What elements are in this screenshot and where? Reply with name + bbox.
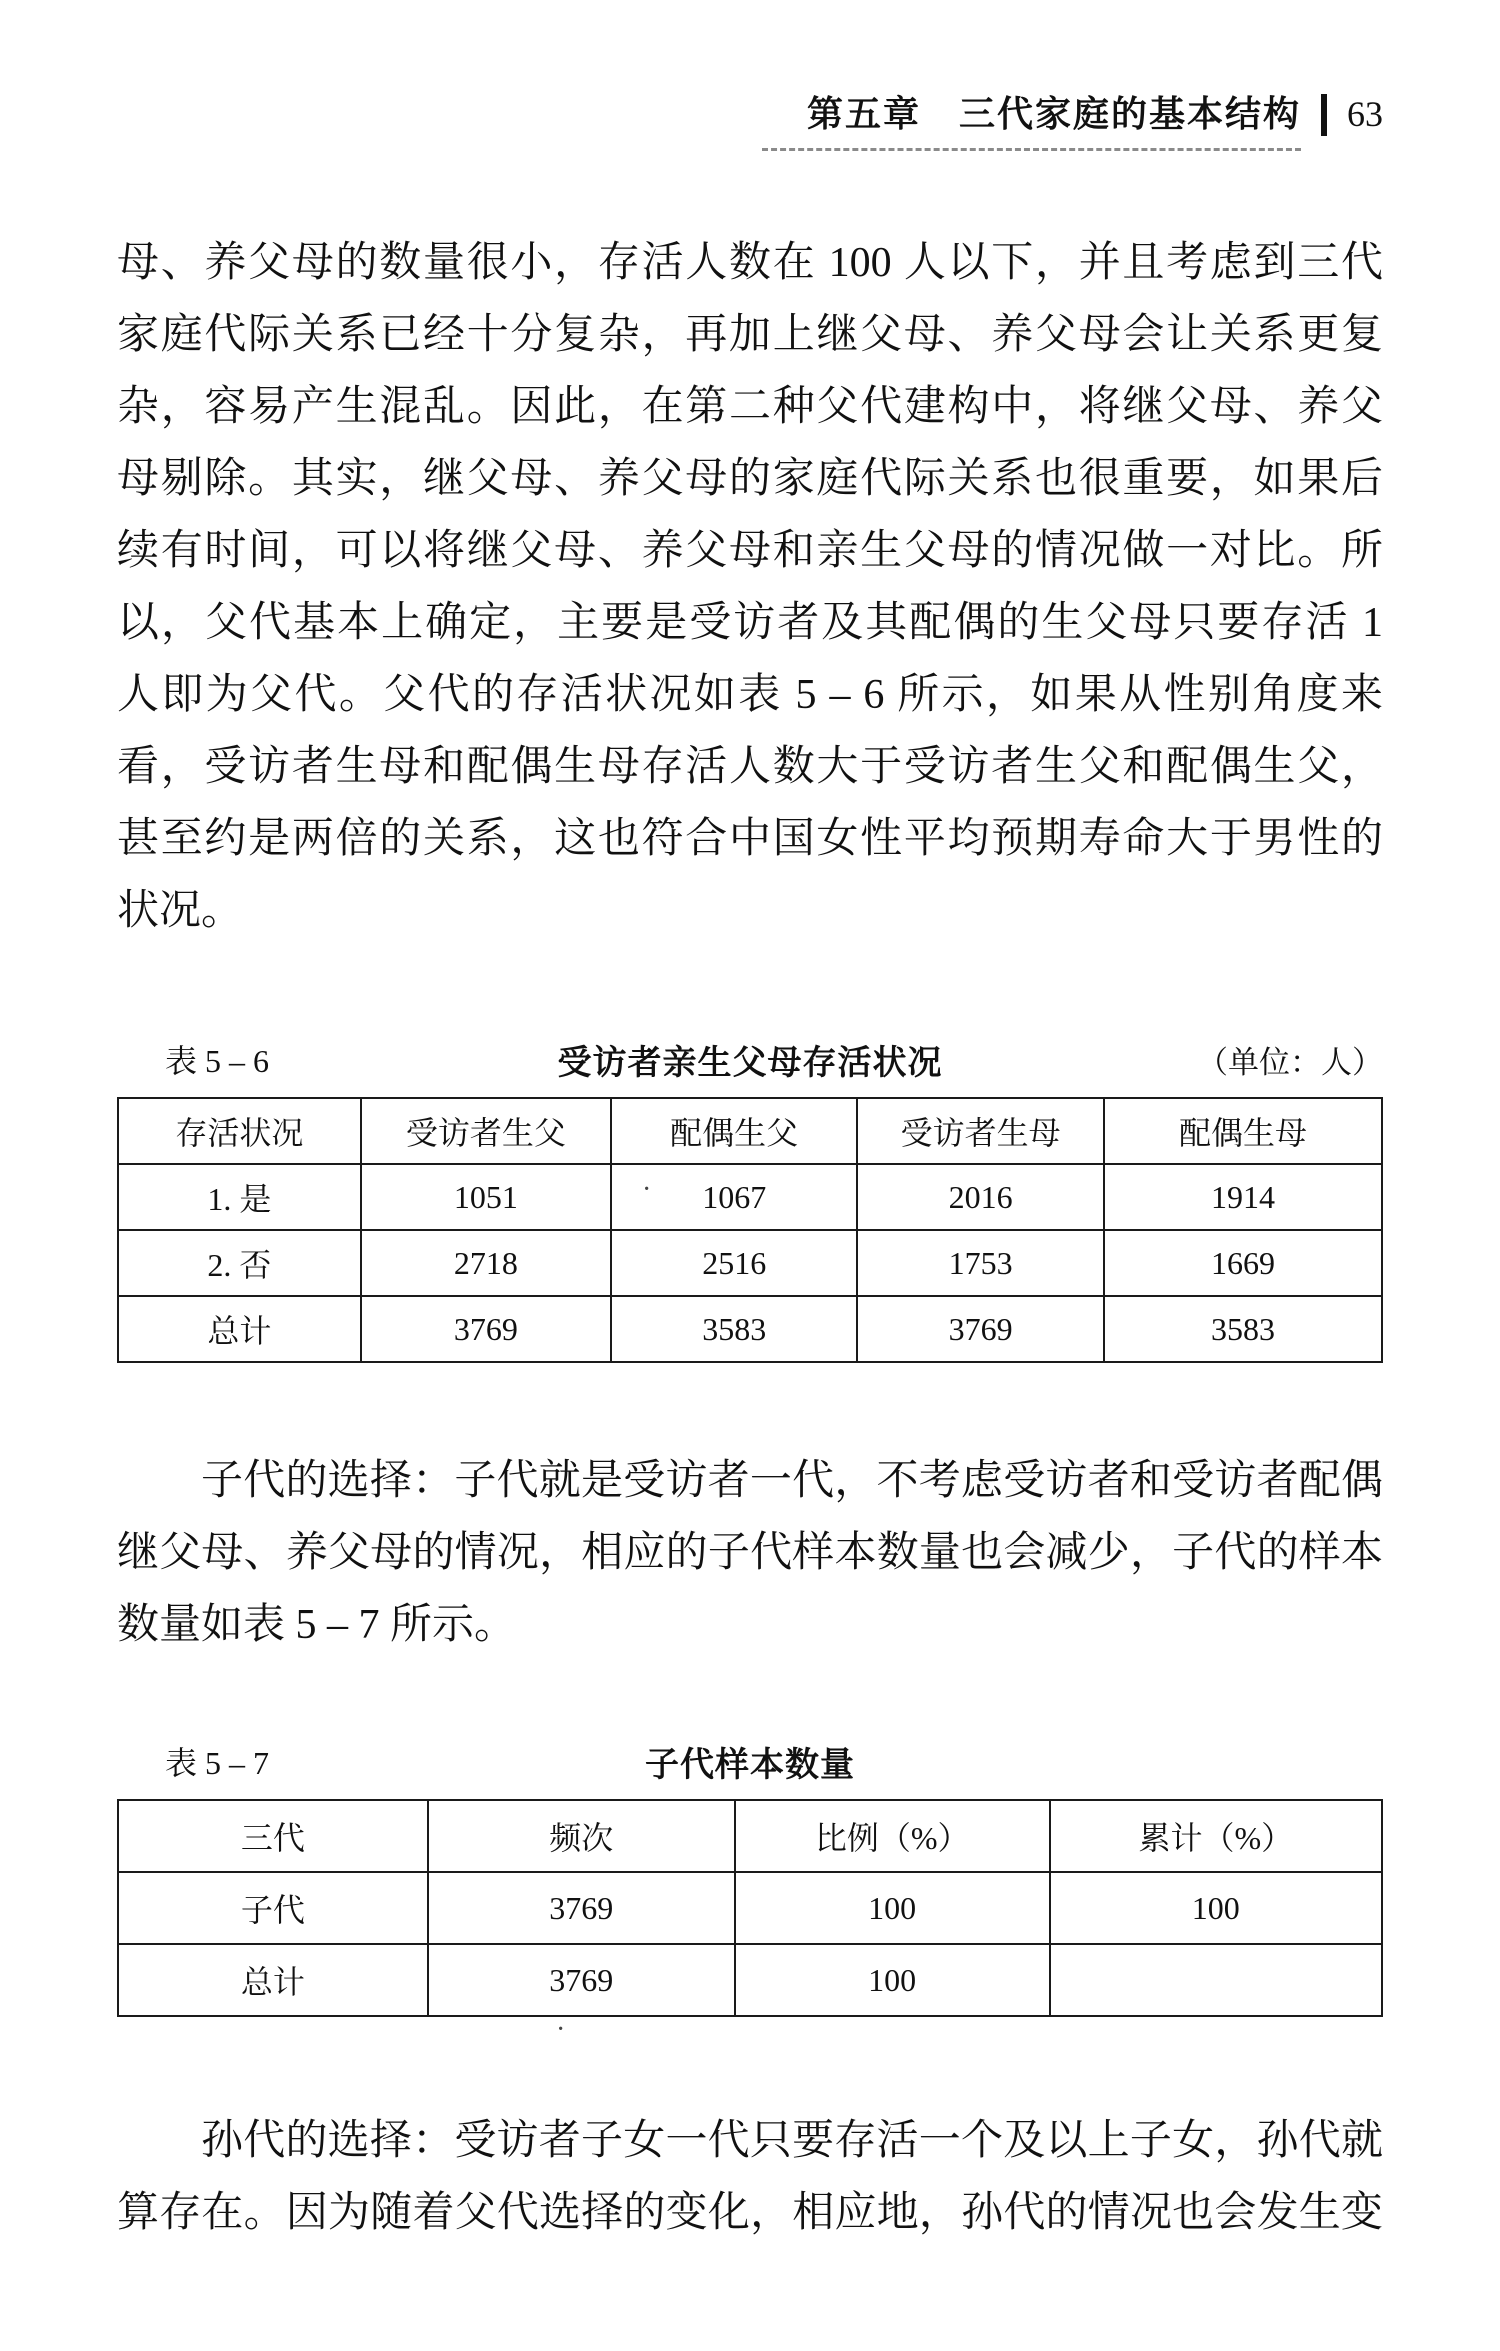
table-cell: 总计 [118,1296,361,1362]
table-header-cell: 比例（%） [735,1800,1050,1872]
table-row [118,1164,1382,1230]
table-header-cell: 配偶生父 [611,1098,857,1164]
table-cell: 1669 [1104,1230,1382,1296]
running-head [117,92,1383,151]
table-header-cell: 累计（%） [1050,1800,1382,1872]
header-dashed-rule [762,148,1301,151]
paragraph-line: 数量如表 5 – 7 所示。 [117,1602,517,1648]
table-header-row [118,1800,1382,1872]
chapter-title-wrap [807,92,1301,151]
paragraph-line: 看，受访者生母和配偶生母存活人数大于受访者生父和配偶生父， [117,744,1383,790]
table-cell: 3769 [428,1872,735,1944]
table-cell: 总计 [118,1944,428,2016]
paragraph-line: 人即为父代。父代的存活状况如表 5 – 6 所示，如果从性别角度来 [117,672,1383,718]
paragraph-line: 母剔除。其实，继父母、养父母的家庭代际关系也很重要，如果后 [117,456,1383,502]
table-row [118,1944,1382,2016]
paragraph-line: 家庭代际关系已经十分复杂，再加上继父母、养父母会让关系更复 [117,312,1383,358]
table-5-6-block [117,1035,1383,1363]
table-cell: 3769 [361,1296,611,1362]
paragraph-line: 以，父代基本上确定，主要是受访者及其配偶的生父母只要存活 1 [117,600,1383,646]
table-cell: 1051 [361,1164,611,1230]
table-cell: 3769 [428,1944,735,2016]
table-5-6-title: 受访者亲生父母存活状况 [557,1043,943,1082]
table-5-6-unit: （单位：人） [1197,1044,1383,1080]
table-5-6-label: 表 5 – 6 [165,1043,270,1079]
table-header-cell: 配偶生母 [1104,1098,1382,1164]
paragraph-2 [117,1445,1383,1661]
table-header-cell: 频次 [428,1800,735,1872]
paragraph-line: 状况。 [117,888,244,934]
table-header-cell: 受访者生父 [361,1098,611,1164]
table-header-cell: 受访者生母 [857,1098,1103,1164]
paragraph-line: 续有时间，可以将继父母、养父母和亲生父母的情况做一对比。所 [117,528,1383,574]
print-artifact-dot: · [642,1174,652,1205]
table-row [118,1296,1382,1362]
paragraph-line: 母、养父母的数量很小，存活人数在 100 人以下，并且考虑到三代 [117,240,1383,286]
table-cell: 1914 [1104,1164,1382,1230]
table-cell: 2. 否 [118,1230,361,1296]
paragraph-line: 子代的选择：子代就是受访者一代，不考虑受访者和受访者配偶 [201,1458,1383,1504]
table-5-6-caption [117,1035,1383,1083]
table-5-7-caption [117,1737,1383,1785]
table-cell: 100 [1050,1872,1382,1944]
paragraph-3 [117,2105,1383,2249]
paragraph-line: 继父母、养父母的情况，相应的子代样本数量也会减少，子代的样本 [117,1530,1383,1576]
table-cell: 2016 [857,1164,1103,1230]
table-5-7-label: 表 5 – 7 [165,1745,270,1781]
table-cell: 2718 [361,1230,611,1296]
table-cell: 100 [735,1872,1050,1944]
table-cell: 3583 [611,1296,857,1362]
paragraph-line: 甚至约是两倍的关系，这也符合中国女性平均预期寿命大于男性的 [117,816,1383,862]
table-5-7 [117,1799,1383,2017]
print-artifact-dot: · [556,2014,566,2045]
table-row [118,1872,1382,1944]
table-cell: 1067 [611,1164,857,1230]
table-5-7-title: 子代样本数量 [645,1745,855,1784]
table-row [118,1230,1382,1296]
table-header-cell: 三代 [118,1800,428,1872]
table-cell: 3769 [857,1296,1103,1362]
paragraph-1 [117,227,1383,947]
table-header-cell: 存活状况 [118,1098,361,1164]
page-number: 63 [1347,94,1383,134]
table-cell: 3583 [1104,1296,1382,1362]
table-header-row [118,1098,1382,1164]
table-cell: 1. 是 [118,1164,361,1230]
header-divider-bar [1321,94,1327,136]
table-cell: 2516 [611,1230,857,1296]
table-cell [1050,1944,1382,2016]
paragraph-line: 孙代的选择：受访者子女一代只要存活一个及以上子女，孙代就 [201,2118,1383,2164]
table-cell: 子代 [118,1872,428,1944]
table-cell: 100 [735,1944,1050,2016]
table-cell: 1753 [857,1230,1103,1296]
table-5-6 [117,1097,1383,1363]
paragraph-line: 算存在。因为随着父代选择的变化，相应地，孙代的情况也会发生变 [117,2190,1383,2236]
table-5-7-block [117,1737,1383,2017]
chapter-title: 第五章 三代家庭的基本结构 [806,93,1301,134]
paragraph-line: 杂，容易产生混乱。因此，在第二种父代建构中，将继父母、养父 [117,384,1383,430]
